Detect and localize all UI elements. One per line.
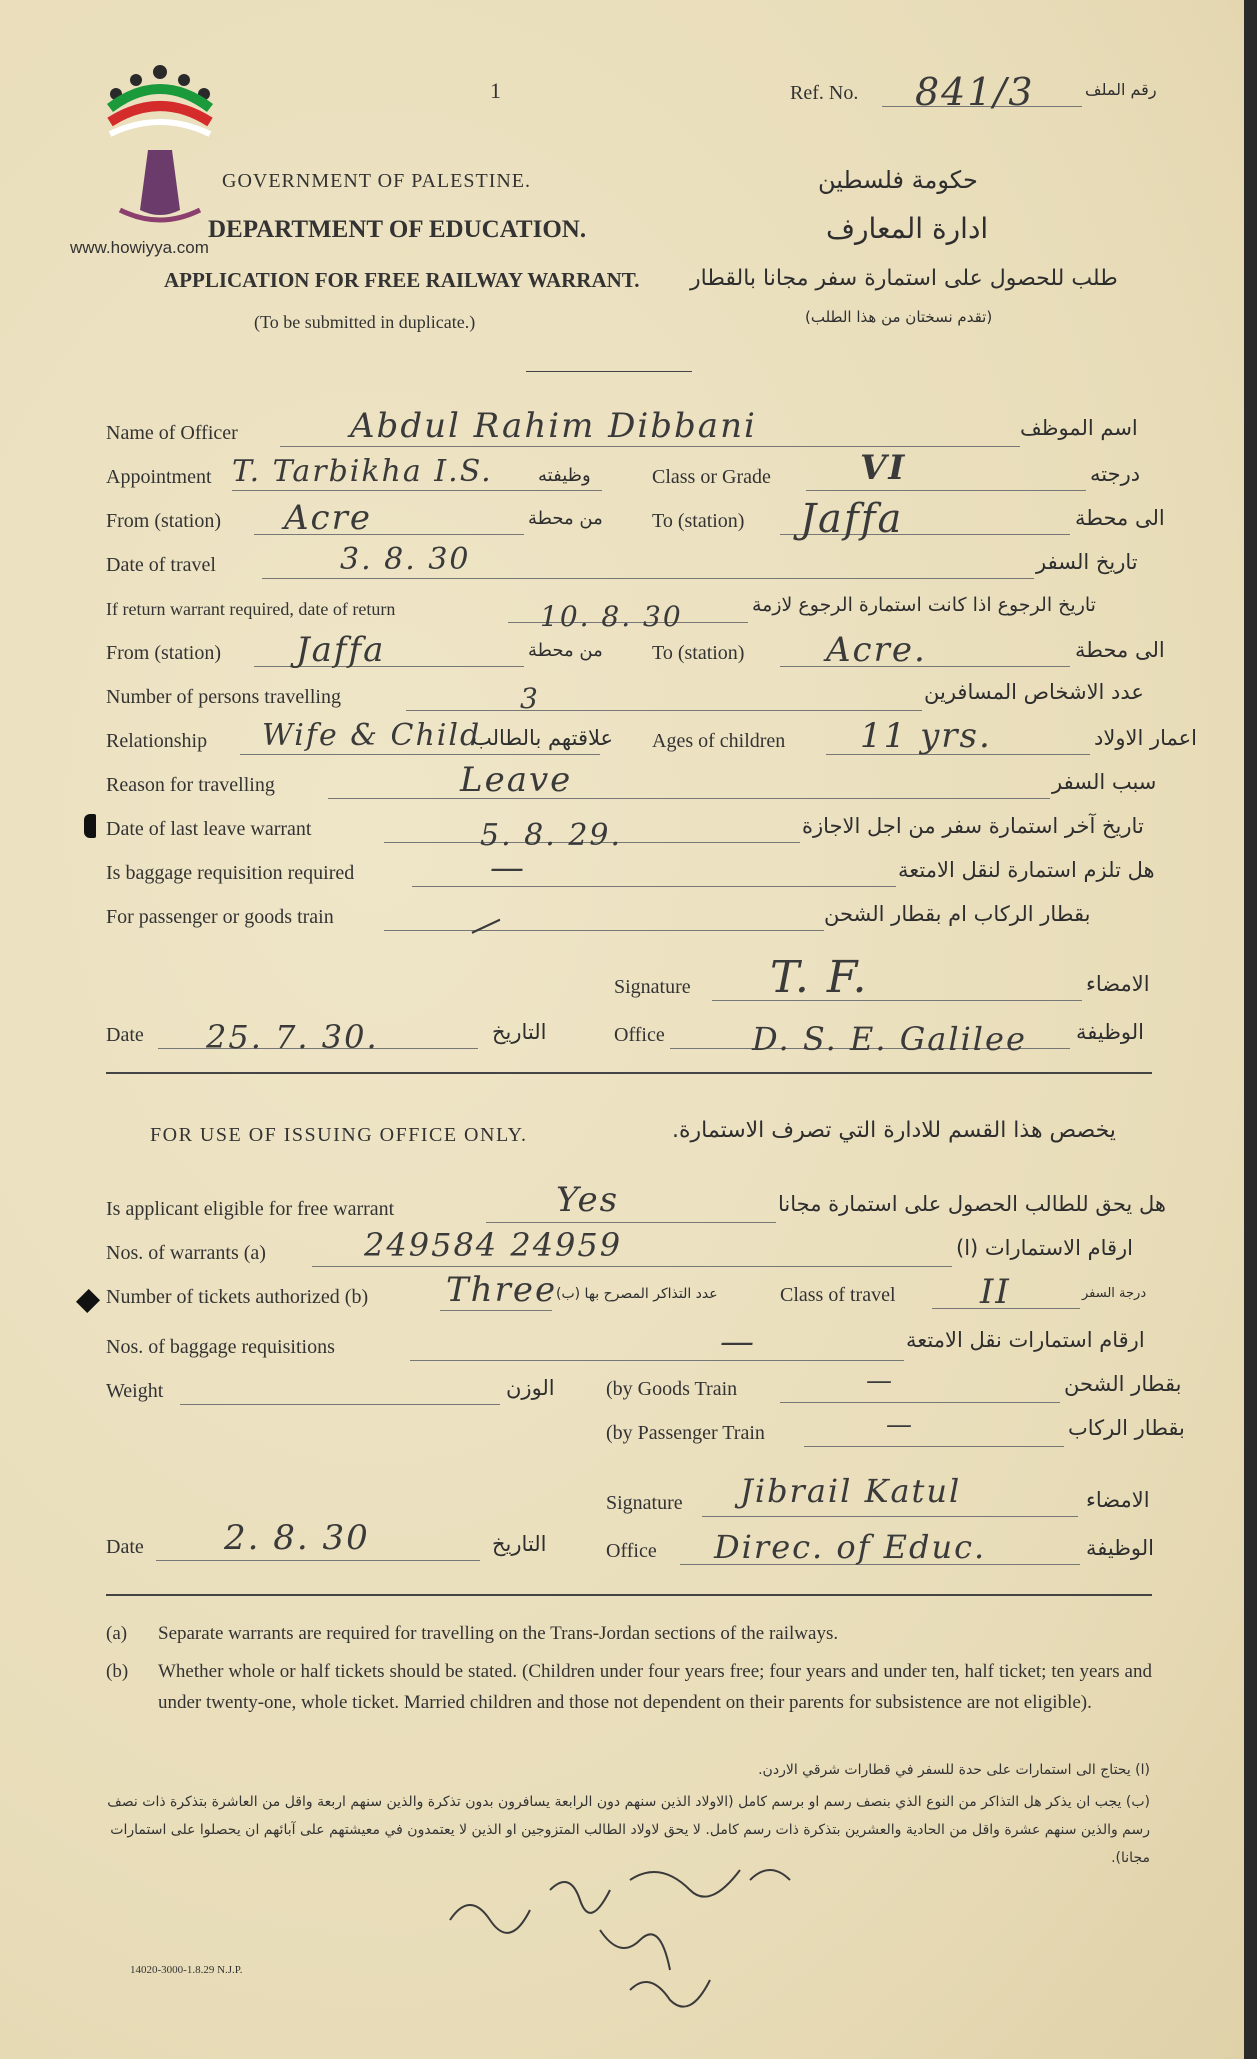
relationship-label: Relationship bbox=[106, 730, 208, 752]
signature-label: Signature bbox=[614, 976, 691, 998]
ages-label: Ages of children bbox=[652, 730, 786, 752]
persons-label: Number of persons travelling bbox=[106, 686, 341, 708]
tickets-label-ar: عدد التذاكر المصرح بها (ب) bbox=[556, 1286, 718, 1302]
form-title: APPLICATION FOR FREE RAILWAY WARRANT. bbox=[164, 268, 640, 292]
return-label: If return warrant required, date of return bbox=[106, 599, 396, 619]
eligible-label: Is applicant eligible for free warrant bbox=[106, 1198, 395, 1220]
issuing-office-label: Office bbox=[606, 1540, 657, 1562]
ref-label-ar: رقم الملف bbox=[1085, 80, 1157, 99]
goods-value: — bbox=[866, 1366, 894, 1396]
issuing-heading: FOR USE OF ISSUING OFFICE ONLY. bbox=[150, 1124, 528, 1146]
note-a-mark: (a) bbox=[106, 1623, 128, 1644]
class-travel-value: II bbox=[980, 1272, 1011, 1312]
reason-label-ar: سبب السفر bbox=[1052, 770, 1157, 794]
issuing-signature-label: Signature bbox=[606, 1492, 683, 1514]
baggage-req-value: — bbox=[720, 1322, 756, 1362]
baggage-label-ar: هل تلزم استمارة لنقل الامتعة bbox=[898, 858, 1155, 882]
from2-label: From (station) bbox=[106, 642, 221, 664]
last-leave-value: 5. 8. 29. bbox=[480, 818, 623, 853]
ref-value: 841/3 bbox=[915, 70, 1035, 114]
to2-label-ar: الى محطة bbox=[1075, 638, 1165, 662]
office-label-ar: الوظيفة bbox=[1076, 1020, 1145, 1044]
last-leave-label: Date of last leave warrant bbox=[106, 818, 312, 840]
issuing-heading-ar: يخصص هذا القسم للادارة التي تصرف الاستمارة. bbox=[672, 1118, 1116, 1143]
date-travel-label: Date of travel bbox=[106, 554, 216, 576]
office-label: Office bbox=[614, 1024, 665, 1046]
note-b-ar: (ب) يجب ان يذكر هل التذاكر من النوع الذي بنصف رسم او برسم كامل (الاولاد الذين سنهم دون الرابعة يسافرون بدون تذكرة والذين سنهم اربعة واقل من العاشرة بتذكرة ذات نصف رسم والذين سنهم عشرة واقل من الحادية والعشرين بتذكرة ذات رسم كامل. لا يحق لاولاد الطالب المتزوجين او الذين لا يعتمدون في معيشتهم على آبائهم ان يحصلوا على استمارات مجانا). bbox=[107, 1794, 1150, 1866]
ages-label-ar: اعمار الاولاد bbox=[1094, 726, 1198, 750]
goods-label-ar: بقطار الشحن bbox=[1064, 1372, 1182, 1396]
class-travel-label: Class of travel bbox=[780, 1284, 896, 1306]
warrants-value: 249584 24959 bbox=[364, 1226, 623, 1264]
issuing-date-label: Date bbox=[106, 1536, 144, 1558]
weight-label: Weight bbox=[106, 1380, 164, 1402]
duplicate-note: (To be submitted in duplicate.) bbox=[254, 312, 476, 332]
warrants-label: Nos. of warrants (a) bbox=[106, 1242, 266, 1264]
class-label-ar: درجته bbox=[1090, 462, 1141, 486]
note-a-ar: (ا) يحتاج الى استمارات على حدة للسفر في قطارات شرقي الاردن. bbox=[758, 1762, 1150, 1778]
relationship-label-ar: علاقتهم بالطالب bbox=[472, 726, 614, 750]
from2-label-ar: من محطة bbox=[528, 640, 603, 661]
from-label: From (station) bbox=[106, 510, 221, 532]
signature-value: T. F. bbox=[770, 952, 869, 1003]
passenger-label: (by Passenger Train bbox=[606, 1422, 765, 1444]
note-a-text: Separate warrants are required for travelling on the Trans-Jordan sections of the railways. bbox=[158, 1623, 839, 1644]
duplicate-note-ar: (تقدم نسختان من هذا الطلب) bbox=[805, 308, 993, 326]
persons-value: 3 bbox=[520, 682, 540, 715]
to-label: To (station) bbox=[652, 510, 745, 532]
appointment-label-ar: وظيفته bbox=[538, 465, 591, 486]
issuing-signature-value: Jibrail Katul bbox=[740, 1472, 962, 1510]
note-b-text: Whether whole or half tickets should be stated. (Children under four years free; four years and under ten, half ticket; ten years and under twenty-one, whole ticket. Married children and those not dependent on their parents for subsistence are not eligible). bbox=[158, 1661, 1152, 1713]
baggage-req-label: Nos. of baggage requisitions bbox=[106, 1336, 335, 1358]
reason-value: Leave bbox=[460, 760, 573, 800]
appointment-label: Appointment bbox=[106, 466, 212, 488]
train-value: — bbox=[461, 898, 511, 950]
howiyya-logo bbox=[90, 60, 230, 240]
eligible-value: Yes bbox=[556, 1180, 620, 1220]
dept-title: DEPARTMENT OF EDUCATION. bbox=[208, 216, 587, 243]
from-value: Acre bbox=[284, 498, 372, 538]
punch-mark-2 bbox=[76, 1289, 100, 1313]
date-value: 25. 7. 30. bbox=[206, 1018, 379, 1056]
train-label: For passenger or goods train bbox=[106, 906, 334, 928]
issuing-date-value: 2. 8. 30 bbox=[224, 1518, 370, 1558]
ages-value: 11 yrs. bbox=[860, 716, 992, 756]
print-code: 14020-3000-1.8.29 N.J.P. bbox=[130, 1964, 243, 1976]
punch-mark bbox=[84, 814, 96, 838]
weight-label-ar: الوزن bbox=[506, 1376, 555, 1400]
ref-label: Ref. No. bbox=[790, 82, 859, 104]
train-label-ar: بقطار الركاب ام بقطار الشحن bbox=[824, 902, 1091, 926]
name-label-ar: اسم الموظف bbox=[1020, 416, 1138, 440]
date-label-ar: التاريخ bbox=[492, 1020, 547, 1044]
issuing-date-label-ar: التاريخ bbox=[492, 1532, 547, 1556]
class-label: Class or Grade bbox=[652, 466, 771, 488]
gov-title-ar: حكومة فلسطين bbox=[818, 166, 978, 194]
gov-title: GOVERNMENT OF PALESTINE. bbox=[222, 170, 532, 192]
to2-value: Acre. bbox=[826, 630, 927, 670]
issuing-office-value: Direc. of Educ. bbox=[714, 1528, 987, 1566]
page-mark: 1 bbox=[490, 78, 501, 103]
watermark-url: www.howiyya.com bbox=[70, 238, 209, 257]
to-label-ar: الى محطة bbox=[1075, 506, 1165, 530]
baggage-value: — bbox=[490, 848, 526, 888]
warrants-label-ar: ارقام الاستمارات (ا) bbox=[956, 1236, 1134, 1260]
form-title-ar: طلب للحصول على استمارة سفر مجانا بالقطار bbox=[690, 266, 1118, 291]
to2-label: To (station) bbox=[652, 642, 745, 664]
signature-label-ar: الامضاء bbox=[1086, 972, 1150, 996]
name-value: Abdul Rahim Dibbani bbox=[350, 406, 757, 446]
reason-label: Reason for travelling bbox=[106, 774, 275, 796]
dept-title-ar: ادارة المعارف bbox=[826, 212, 989, 245]
issuing-signature-label-ar: الامضاء bbox=[1086, 1488, 1150, 1512]
baggage-label: Is baggage requisition required bbox=[106, 862, 355, 884]
note-b-mark: (b) bbox=[106, 1661, 129, 1682]
return-value: 10. 8. 30 bbox=[540, 600, 683, 633]
tickets-label: Number of tickets authorized (b) bbox=[106, 1286, 369, 1308]
office-value: D. S. E. Galilee bbox=[752, 1020, 1027, 1058]
from2-value: Jaffa bbox=[296, 630, 386, 670]
name-label: Name of Officer bbox=[106, 422, 238, 444]
goods-label: (by Goods Train bbox=[606, 1378, 738, 1400]
baggage-req-label-ar: ارقام استمارات نقل الامتعة bbox=[906, 1328, 1145, 1352]
persons-label-ar: عدد الاشخاص المسافرين bbox=[924, 680, 1144, 704]
passenger-value: — bbox=[886, 1410, 914, 1440]
to-value: Jaffa bbox=[800, 496, 904, 542]
class-value: VI bbox=[860, 448, 907, 488]
last-leave-label-ar: تاريخ آخر استمارة سفر من اجل الاجازة bbox=[802, 814, 1144, 838]
date-label: Date bbox=[106, 1024, 144, 1046]
from-label-ar: من محطة bbox=[528, 508, 603, 529]
date-travel-value: 3. 8. 30 bbox=[340, 542, 471, 577]
date-travel-label-ar: تاريخ السفر bbox=[1036, 550, 1138, 574]
passenger-label-ar: بقطار الركاب bbox=[1068, 1416, 1185, 1440]
appointment-value: T. Tarbikha I.S. bbox=[232, 454, 493, 489]
relationship-value: Wife & Child bbox=[262, 718, 482, 753]
eligible-label-ar: هل يحق للطالب الحصول على استمارة مجانا bbox=[778, 1192, 1166, 1216]
class-travel-label-ar: درجة السفر bbox=[1082, 1286, 1147, 1301]
issuing-office-label-ar: الوظيفة bbox=[1086, 1536, 1155, 1560]
return-label-ar: تاريخ الرجوع اذا كانت استمارة الرجوع لازمة bbox=[752, 594, 1096, 616]
tickets-value: Three bbox=[446, 1270, 558, 1310]
handwritten-annotation bbox=[430, 1850, 810, 2030]
